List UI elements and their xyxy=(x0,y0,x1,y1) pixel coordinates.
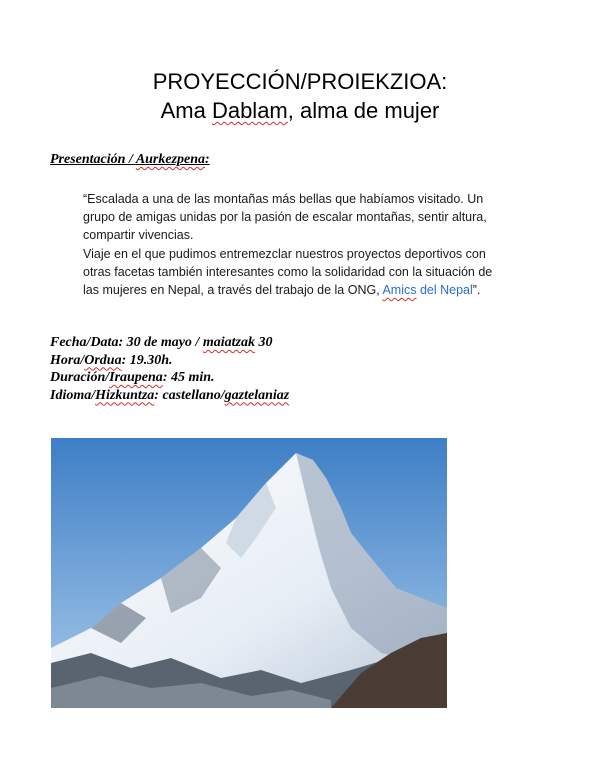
duracion-line: Duración/Iraupena: 45 min. xyxy=(50,370,215,385)
fecha-line: Fecha/Data: 30 de mayo / maiatzak 30 xyxy=(50,335,273,350)
ama-dablam-photo xyxy=(51,438,447,708)
quote-paragraph-2: Viaje en el que pudimos entremezclar nuestros proyectos deportivos con otras facetas también interesantes como la solidaridad con la situación de las mujeres en Nepal, a través del trabajo de la ONG, Amics del Nepal”. xyxy=(83,246,493,298)
presentation-quote xyxy=(83,190,503,299)
amics-del-nepal-link[interactable]: Amics del Nepal xyxy=(382,283,473,298)
title-line-2: Ama Dablam, alma de mujer xyxy=(160,98,440,123)
title-line-1: PROYECCIÓN/PROIEKZIOA: xyxy=(152,69,448,94)
hora-line: Hora/Ordua: 19.30h. xyxy=(50,352,173,368)
presentation-label: Presentación / Aurkezpena: xyxy=(50,152,210,167)
quote-paragraph-1: “Escalada a una de las montañas más bellas que habíamos visitado. Un grupo de amigas unidas por la pasión de escalar montañas, sentir altura, compartir vivencias. xyxy=(83,192,487,243)
event-details xyxy=(50,334,289,404)
idioma-line: Idioma/Hizkuntza: castellano/gaztelaniaz xyxy=(50,387,290,403)
